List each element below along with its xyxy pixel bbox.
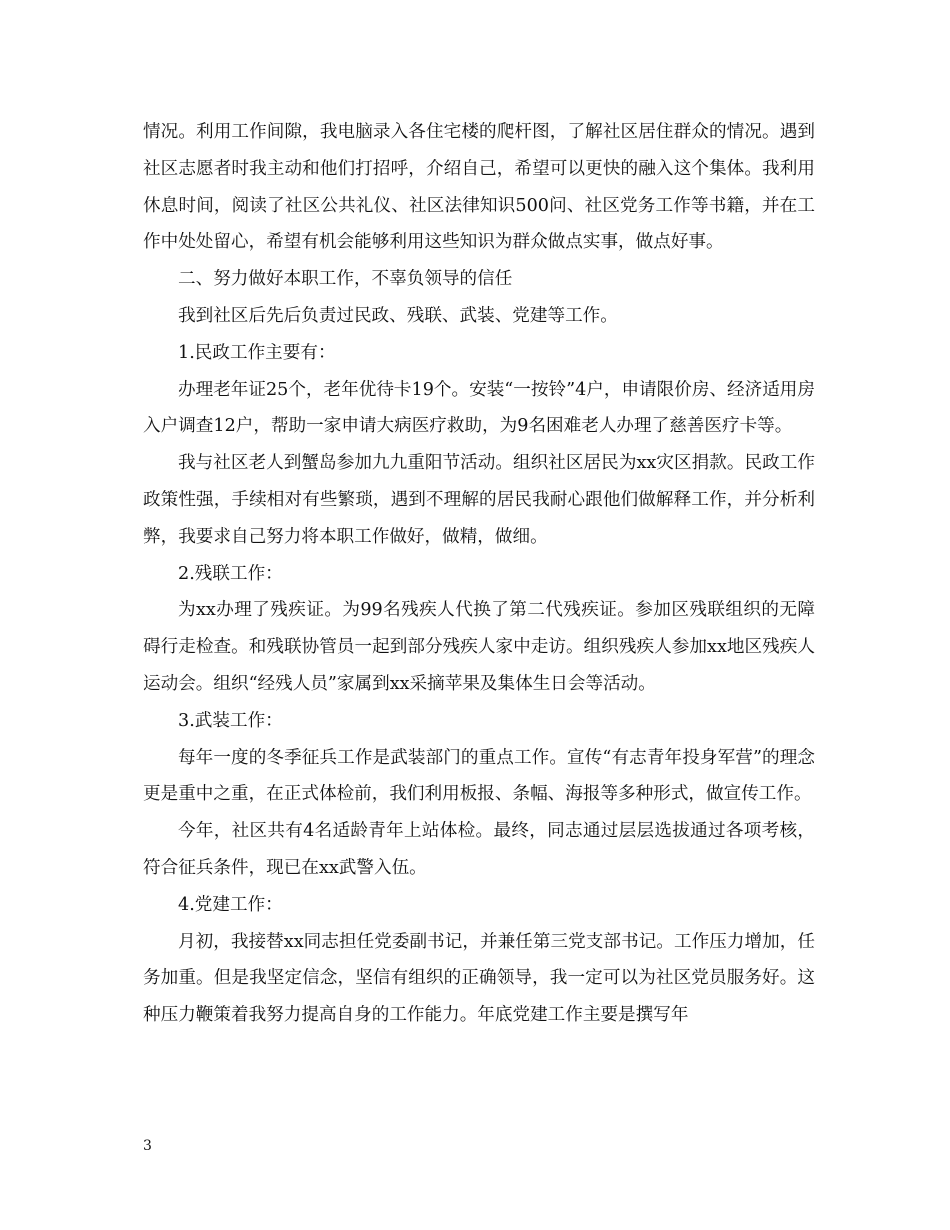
paragraph: 情况。利用工作间隙，我电脑录入各住宅楼的爬杆图，了解社区居住群众的情况。遇到社区志愿者时我主动和他们打招呼，介绍自己，希望可以更快的融入这个集体。我利用休息时间，阅读了社区公共礼仪、社区法律知识500问、社区党务工作等书籍，并在工作中处处留心，希望有机会能够利用这些知识为群众做点实事，做点好事。 [143,122,815,253]
paragraph: 每年一度的冬季征兵工作是武装部门的重点工作。宣传“有志青年投身军营”的理念更是重中之重，在正式体检前，我们利用板报、条幅、海报等多种形式，做宣传工作。 [143,747,815,805]
paragraph: 今年，社区共有4名适龄青年上站体检。最终，同志通过层层选拔通过各项考核，符合征兵条件，现已在xx武警入伍。 [143,821,815,878]
section-heading: 二、努力做好本职工作，不辜负领导的信任 [178,269,513,290]
document-body [143,114,815,1034]
subsection-heading: 2.残联工作： [178,563,283,584]
paragraph: 我到社区后先后负责过民政、残联、武装、党建等工作。 [178,305,618,326]
paragraph: 为xx办理了残疾证。为99名残疾人代换了第二代残疾证。参加区残联组织的无障碍行走检查。和残联协管员一起到部分残疾人家中走访。组织残疾人参加xx地区残疾人运动会。组织“经残人员”家属到xx采摘苹果及集体生日会等活动。 [143,600,815,694]
subsection-heading: 3.武装工作： [178,710,283,731]
paragraph: 办理老年证25个，老年优待卡19个。安装“一按铃”4户，申请限价房、经济适用房入户调查12户，帮助一家申请大病医疗救助，为9名困难老人办理了慈善医疗卡等。 [143,379,815,437]
subsection-heading: 4.党建工作： [178,894,283,915]
paragraph: 月初，我接替xx同志担任党委副书记，并兼任第三党支部书记。工作压力增加，任务加重。但是我坚定信念，坚信有组织的正确领导，我一定可以为社区党员服务好。这种压力鞭策着我努力提高自身的工作能力。年底党建工作主要是撰写年 [143,931,815,1026]
paragraph: 我与社区老人到蟹岛参加九九重阳节活动。组织社区居民为xx灾区捐款。民政工作政策性强，手续相对有些繁琐，遇到不理解的居民我耐心跟他们做解释工作，并分析利弊，我要求自己努力将本职工作做好，做精，做细。 [143,453,815,547]
subsection-heading: 1.民政工作主要有： [178,342,336,363]
page-number: 3 [143,1138,152,1154]
